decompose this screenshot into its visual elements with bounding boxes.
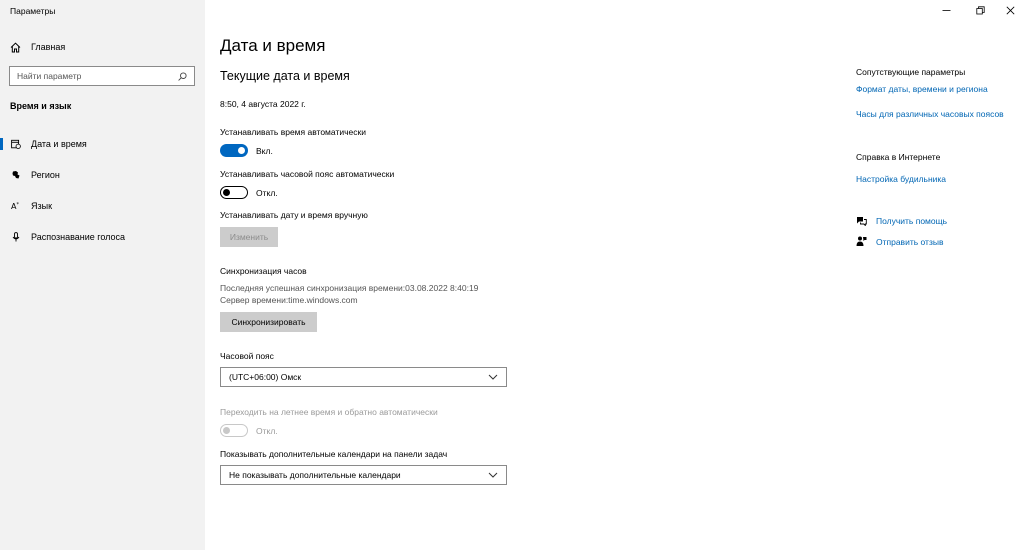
get-help-link[interactable] <box>856 216 947 226</box>
auto-time-toggle[interactable] <box>220 144 248 157</box>
link-alarm-setup[interactable]: Настройка будильника <box>856 174 947 184</box>
sidebar-item-label: Язык <box>31 201 53 211</box>
minimize-icon <box>942 6 951 15</box>
timezone-select[interactable] <box>220 367 507 387</box>
current-datetime-heading: Текущие дата и время <box>220 69 350 83</box>
maximize-button[interactable] <box>963 0 997 20</box>
search-icon[interactable] <box>178 72 187 81</box>
manual-datetime-label: Устанавливать дату и время вручную <box>220 210 368 220</box>
calendars-value: Не показывать дополнительные календари <box>229 470 401 480</box>
sync-now-button[interactable]: Синхронизировать <box>220 312 317 332</box>
auto-timezone-toggle[interactable] <box>220 186 248 199</box>
timezone-label: Часовой пояс <box>220 351 274 361</box>
microphone-icon <box>11 232 21 242</box>
chat-help-icon <box>856 216 867 226</box>
current-datetime-value: 8:50, 4 августа 2022 г. <box>220 99 306 109</box>
page-title: Дата и время <box>220 36 326 55</box>
calendars-select[interactable] <box>220 465 507 485</box>
auto-timezone-row <box>220 186 278 199</box>
close-icon <box>1006 6 1015 15</box>
minimize-button[interactable] <box>929 0 963 20</box>
search-input[interactable] <box>17 71 178 81</box>
dst-state: Откл. <box>256 425 278 436</box>
online-help-heading: Справка в Интернете <box>856 152 941 162</box>
auto-timezone-state: Откл. <box>256 187 278 198</box>
get-help-label: Получить помощь <box>876 216 948 226</box>
last-sync-text: Последняя успешная синхронизация времени:03.08.2022 8:40:19 <box>220 283 479 293</box>
language-icon <box>11 201 21 211</box>
dst-row <box>220 424 278 437</box>
sidebar-section-title: Время и язык <box>10 101 72 111</box>
time-server-text: Сервер времени:time.windows.com <box>220 295 358 305</box>
feedback-icon <box>856 236 867 247</box>
link-date-region-format[interactable]: Формат даты, времени и региона <box>856 84 988 94</box>
calendars-label: Показывать дополнительные календари на панели задач <box>220 449 448 459</box>
sidebar-item-date-time[interactable] <box>0 133 205 155</box>
window-title: Параметры <box>10 6 56 16</box>
calendar-clock-icon <box>11 139 21 149</box>
chevron-down-icon <box>488 374 498 380</box>
svg-text:*: * <box>16 202 19 208</box>
sidebar-home-label: Главная <box>31 42 66 52</box>
sidebar-item-language[interactable] <box>0 195 205 217</box>
sidebar-item-speech[interactable] <box>0 226 205 248</box>
sidebar-home[interactable] <box>10 40 65 54</box>
auto-time-row <box>220 144 273 157</box>
link-additional-clocks[interactable]: Часы для различных часовых поясов <box>856 109 1004 119</box>
home-icon <box>10 42 21 53</box>
sidebar-item-label: Регион <box>31 170 60 180</box>
dst-label: Переходить на летнее время и обратно автоматически <box>220 407 438 417</box>
sidebar-item-label: Дата и время <box>31 139 87 149</box>
send-feedback-label: Отправить отзыв <box>876 236 944 247</box>
sidebar <box>0 0 205 550</box>
dst-toggle[interactable] <box>220 424 248 437</box>
sidebar-item-region[interactable] <box>0 164 205 186</box>
send-feedback-link[interactable] <box>856 236 943 247</box>
globe-icon <box>11 170 21 180</box>
svg-text:A: A <box>11 202 17 211</box>
chevron-down-icon <box>488 472 498 478</box>
search-box[interactable] <box>9 66 195 86</box>
close-button[interactable] <box>993 0 1024 20</box>
restore-icon <box>976 6 985 15</box>
auto-timezone-label: Устанавливать часовой пояс автоматически <box>220 169 395 179</box>
auto-time-label: Устанавливать время автоматически <box>220 127 366 137</box>
sync-heading: Синхронизация часов <box>220 266 307 276</box>
change-datetime-button[interactable]: Изменить <box>220 227 278 247</box>
auto-time-state: Вкл. <box>256 145 273 156</box>
timezone-value: (UTC+06:00) Омск <box>229 372 302 382</box>
sidebar-item-label: Распознавание голоса <box>31 232 126 242</box>
related-settings-heading: Сопутствующие параметры <box>856 67 966 77</box>
